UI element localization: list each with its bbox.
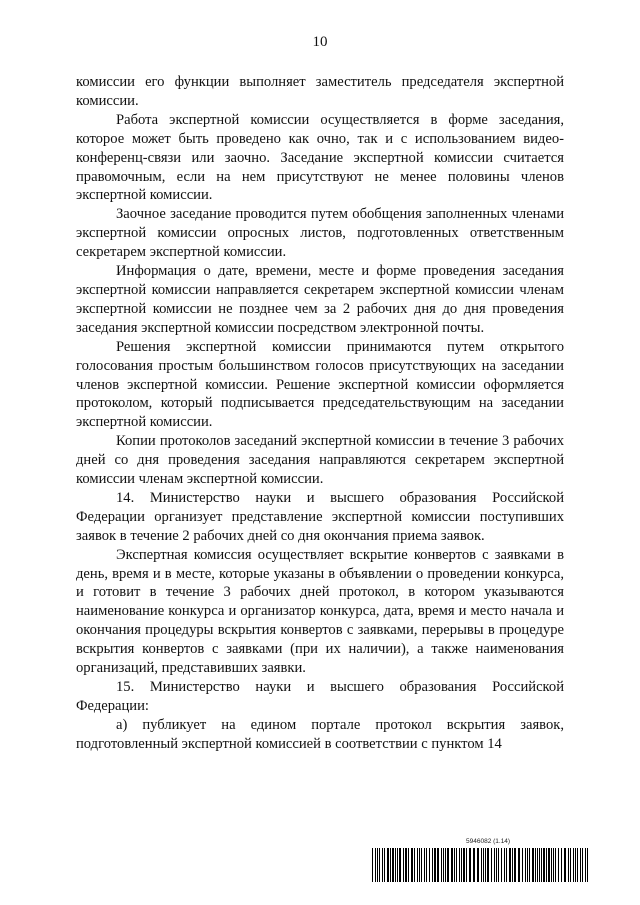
- paragraph: комиссии его функции выполняет заместитель председателя экспертной комиссии.: [76, 74, 564, 109]
- paragraph: Решения экспертной комиссии принимаются путем открытого голосования простым большинством голосов присутствующих на заседании членов экспертной комиссии. Решение экспертной комиссии оформляется протоколом, который подписывается председательствующим на заседании экспертной комиссии.: [76, 338, 564, 431]
- paragraph: Заочное заседание проводится путем обобщения заполненных членами экспертной комиссии опросных листов, подготовленных ответственным секретарем экспертной комиссии.: [76, 206, 564, 261]
- paragraph: Информация о дате, времени, месте и форме проведения заседания экспертной комиссии направляется секретарем экспертной комиссии членам экспертной комиссии не позднее чем за 2 рабочих дня до дня проведения заседания экспертной комиссии посредством электронной почты.: [76, 263, 564, 336]
- paragraph: Работа экспертной комиссии осуществляется в форме заседания, которое может быть проведено как очно, так и с использованием видео-конференц-связи или заочно. Заседание экспертной комиссии считается правомочным, если на нем присутствуют не менее половины членов экспертной комиссии.: [76, 111, 564, 204]
- paragraph: 14. Министерство науки и высшего образования Российской Федерации организует представление экспертной комиссии поступивших заявок в течение 2 рабочих дней со дня окончания приема заявок.: [76, 489, 564, 544]
- barcode-image: [372, 848, 592, 882]
- paragraph: Копии протоколов заседаний экспертной комиссии в течение 3 рабочих дней со дня проведения заседания направляются секретарем экспертной комиссии членам экспертной комиссии.: [76, 433, 564, 488]
- barcode-caption: 5946082 (1.14): [466, 838, 511, 845]
- document-body: [76, 73, 564, 754]
- paragraph: а) публикует на едином портале протокол вскрытия заявок, подготовленный экспертной комиссией в соответствии с пунктом 14: [76, 716, 564, 752]
- paragraph: 15. Министерство науки и высшего образования Российской Федерации:: [76, 679, 564, 714]
- page-number: 10: [312, 34, 328, 50]
- barcode-block: [372, 838, 592, 884]
- paragraph: Экспертная комиссия осуществляет вскрытие конвертов с заявками в день, время и в месте, которые указаны в объявлении о проведении конкурса, и готовит в течение 3 рабочих дней протокол, в котором указываются наименование конкурса и организатор конкурса, дата, время и место начала и окончания процедуры вскрытия конвертов с заявками, перерывы в процедуре вскрытия конвертов с заявками (при их наличии), а также наименования организаций, представивших заявки.: [76, 546, 564, 677]
